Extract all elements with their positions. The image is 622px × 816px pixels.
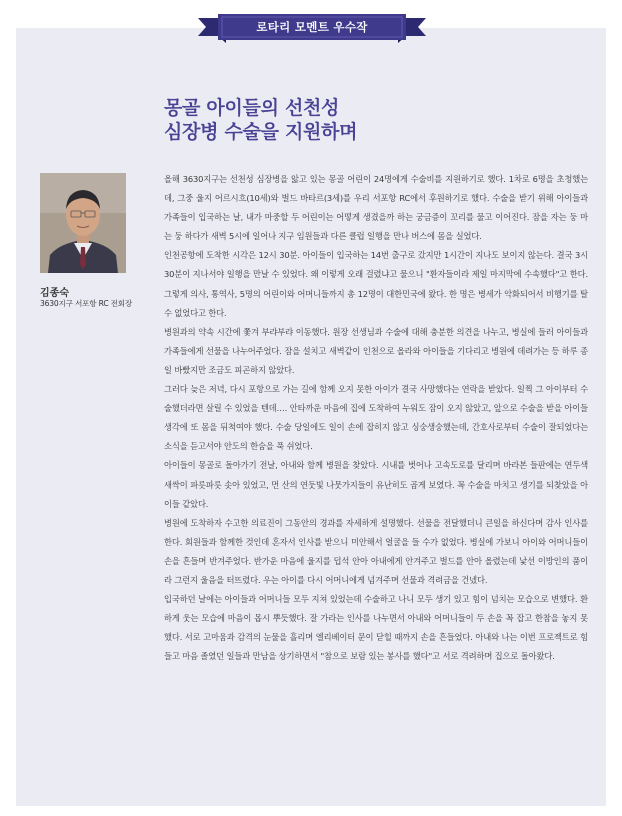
paragraph: 인천공항에 도착한 시각은 12시 30분. 아이들이 입국하는 14번 출구로 갔지만 1시간이 지나도 보이지 않는다. 결국 3시 30분이 지나서야 일행을 만날 수 있었다. 왜 이렇게 오래 걸렸냐고 물으니 "환자들이라 제일 마지막에 수속했다"고 한다. 그렇게 의사, 통역사, 5명의 어린이와 어머니들까지 총 12명이 대한민국에 왔다. 한 명은 병세가 악화되어서 비행기를 탈 수 없었다고 한다. — [164, 250, 588, 318]
article-title — [164, 96, 584, 144]
author-photo — [40, 173, 126, 273]
paragraph: 아이들이 몽골로 돌아가기 전날, 아내와 함께 병원을 찾았다. 시내를 벗어나 고속도로를 달리며 바라본 들판에는 연두색 새싹이 파릇파릇 솟아 있었고, 먼 산의 연둣빛 나뭇가지들이 유난히도 곱게 보였다. 꼭 수술을 마치고 생기를 되찾았을 아이들 같았다. — [164, 460, 588, 509]
section-banner — [198, 14, 426, 46]
paragraph: 병원과의 약속 시간에 쫓겨 부랴부랴 이동했다. 원장 선생님과 수술에 대해 충분한 의견을 나누고, 병실에 들러 아이들과 가족들에게 선물을 나누어주었다. 잠을 설치고 새벽같이 인천으로 올라와 아이들을 기다리고 병원에 데려가는 등 하루 종일 바빴지만 조금도 피곤하지 않았다. — [164, 326, 588, 375]
author-title: 3630지구 서포항 RC 전회장 — [40, 299, 133, 308]
banner-label: 로타리 모멘트 우수작 — [256, 20, 368, 34]
paragraph: 병원에 도착하자 수고한 의료진이 그동안의 경과를 자세하게 설명했다. 선물을 전달했더니 큰일을 하신다며 감사 인사를 한다. 회원들과 함께한 것인데 혼자서 인사를 받으니 미안해서 얼굴을 들 수가 없었다. 병실에 가보니 아이와 어머니들이 손을 흔들며 반겨주었다. 반가운 마음에 울지를 덥석 안아 아내에게 안겨주고 벌드를 안아 올렸는데 낯선 이방인의 품이라 그런지 울음을 터뜨렸다. 우는 아이를 다시 어머니에게 넘겨주며 선물과 격려금을 건넸다. — [164, 517, 588, 585]
title-line-1: 몽골 아이들의 선천성 — [164, 97, 340, 119]
paragraph: 그러다 늦은 저녁, 다시 포항으로 가는 길에 함께 오지 못한 아이가 결국 사망했다는 연락을 받았다. 일찍 그 아이부터 수술했더라면 살릴 수 있었을 텐데…. 안타까운 마음에 집에 도착하여 누워도 잠이 오지 않았고, 앞으로 수술을 받을 아이들 생각에 또 몸을 뒤척여야 했다. 수술 당일에도 일이 손에 잡히지 않고 싱숭생숭했는데, 간호사로부터 수술이 잘되었다는 소식을 듣고서야 안도의 한숨을 푹 쉬었다. — [164, 384, 588, 452]
portrait-image — [40, 173, 126, 273]
paragraph: 입국하던 날에는 아이들과 어머니들 모두 지쳐 있었는데 수술하고 나니 모두 생기 있고 힘이 넘치는 모습으로 변했다. 환하게 웃는 모습에 마음이 몹시 뿌듯했다. 잘 가라는 인사를 나누면서 아내와 어머니들이 두 손을 꼭 잡고 한참을 놓지 못했다. 서로 고마움과 감격의 눈물을 흘리며 엘리베이터 문이 닫힐 때까지 손을 흔들었다. 아내와 나는 이번 프로젝트로 힘들고 마음 졸였던 일들과 만남을 상기하면서 "참으로 보람 있는 봉사를 했다"고 서로 격려하며 집으로 돌아왔다. — [164, 594, 588, 662]
article-body — [164, 170, 588, 666]
author-name: 김종숙 — [40, 288, 69, 299]
paragraph: 올해 3630지구는 선천성 심장병을 앓고 있는 몽골 어린이 24명에게 수술비를 지원하기로 했다. 1차로 6명을 초청했는데, 그중 울지 어르시흐(10세)와 벌드 바타르(3세)를 우리 서포항 RC에서 후원하기로 했다. 수술을 받기 위해 아이들과 가족들이 입국하는 날, 내가 마중할 두 어린이는 어떻게 생겼을까 하는 궁금증이 꼬리를 물고 이어진다. 잠을 자는 둥 마는 둥 하다가 새벽 5시에 일어나 지구 임원들과 다른 클럽 일행을 만나 버스에 몸을 실었다. — [164, 174, 588, 242]
title-line-2: 심장병 수술을 지원하며 — [164, 121, 358, 143]
